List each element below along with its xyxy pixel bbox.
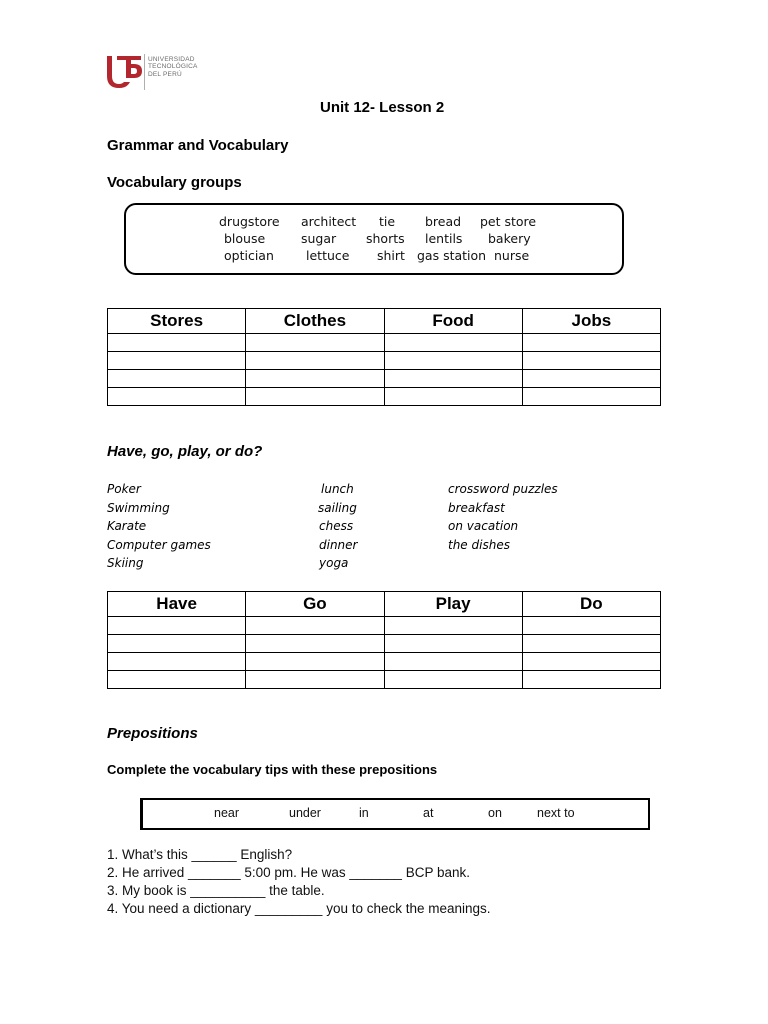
table-cell[interactable]	[384, 370, 522, 388]
preposition-word: under	[289, 806, 321, 820]
vocab-word: bakery	[488, 231, 531, 246]
table-cell[interactable]	[108, 671, 246, 689]
column-header-have: Have	[108, 592, 246, 617]
table-cell[interactable]	[108, 635, 246, 653]
table-cell[interactable]	[246, 635, 384, 653]
vocab-word: tie	[379, 214, 396, 229]
table-header-row	[108, 309, 661, 334]
activity-word: Poker	[107, 482, 141, 496]
column-header-jobs: Jobs	[522, 309, 660, 334]
preposition-word: on	[488, 806, 502, 820]
table-cell[interactable]	[522, 653, 660, 671]
heading-prepositions: Prepositions	[107, 725, 198, 742]
activity-column-2	[318, 480, 357, 573]
utp-logo-mark-icon	[104, 52, 144, 92]
column-header-food: Food	[384, 309, 522, 334]
activity-column-1	[107, 480, 211, 573]
vocab-word: sugar	[301, 231, 337, 246]
table-row	[108, 617, 661, 635]
table-cell[interactable]	[384, 635, 522, 653]
page-title: Unit 12- Lesson 2	[320, 99, 445, 116]
table-cell[interactable]	[108, 388, 246, 406]
table-row	[108, 352, 661, 370]
table-cell[interactable]	[108, 617, 246, 635]
heading-grammar-vocabulary: Grammar and Vocabulary	[107, 137, 289, 154]
table-cell[interactable]	[522, 352, 660, 370]
column-header-do: Do	[522, 592, 660, 617]
table-cell[interactable]	[522, 334, 660, 352]
activity-word: Swimming	[107, 500, 170, 515]
vocab-word: lettuce	[306, 248, 350, 263]
preposition-word: next to	[537, 806, 575, 820]
have-go-play-do-table	[107, 591, 661, 689]
column-header-stores: Stores	[108, 309, 246, 334]
vocab-word: nurse	[494, 248, 530, 263]
table-cell[interactable]	[246, 352, 384, 370]
table-cell[interactable]	[522, 635, 660, 653]
question-item: 2. He arrived _______ 5:00 pm. He was _______ BCP bank.	[107, 865, 470, 880]
table-cell[interactable]	[246, 334, 384, 352]
vocab-word: shirt	[377, 248, 405, 263]
table-cell[interactable]	[384, 388, 522, 406]
table-row	[108, 334, 661, 352]
vocab-word: blouse	[224, 231, 266, 246]
university-name	[148, 56, 198, 78]
table-header-row	[108, 592, 661, 617]
preposition-instruction: Complete the vocabulary tips with these prepositions	[107, 762, 438, 777]
table-row	[108, 370, 661, 388]
column-header-go: Go	[246, 592, 384, 617]
table-cell[interactable]	[522, 671, 660, 689]
vocabulary-groups-table	[107, 308, 661, 406]
table-cell[interactable]	[522, 388, 660, 406]
table-cell[interactable]	[108, 334, 246, 352]
vocab-word: pet store	[480, 214, 537, 229]
table-cell[interactable]	[246, 617, 384, 635]
question-item: 3. My book is __________ the table.	[107, 883, 325, 898]
preposition-word: near	[214, 806, 240, 820]
preposition-word: in	[359, 806, 369, 820]
university-name-line-2: TECNOLÓGICA	[148, 63, 198, 71]
table-cell[interactable]	[384, 617, 522, 635]
table-cell[interactable]	[384, 334, 522, 352]
question-list	[107, 846, 491, 918]
table-row	[108, 653, 661, 671]
table-row	[108, 671, 661, 689]
vocab-word: optician	[224, 248, 274, 263]
activity-word: on vacation	[448, 519, 519, 533]
heading-vocabulary-groups: Vocabulary groups	[107, 174, 242, 191]
vocab-word: bread	[425, 214, 462, 229]
table-cell[interactable]	[522, 617, 660, 635]
activity-word: lunch	[321, 482, 354, 496]
column-header-clothes: Clothes	[246, 309, 384, 334]
column-header-play: Play	[384, 592, 522, 617]
table-cell[interactable]	[246, 671, 384, 689]
table-cell[interactable]	[522, 370, 660, 388]
table-cell[interactable]	[108, 653, 246, 671]
table-row	[108, 635, 661, 653]
activity-word: yoga	[319, 556, 349, 570]
preposition-word: at	[423, 806, 434, 820]
table-row	[108, 388, 661, 406]
table-cell[interactable]	[384, 653, 522, 671]
table-cell[interactable]	[246, 653, 384, 671]
activity-word: breakfast	[448, 500, 505, 515]
table-cell[interactable]	[384, 352, 522, 370]
vocab-word: architect	[301, 214, 357, 229]
table-cell[interactable]	[246, 370, 384, 388]
question-item: 4. You need a dictionary _________ you to check the meanings.	[107, 901, 491, 916]
heading-have-go-play-do: Have, go, play, or do?	[107, 443, 263, 460]
university-name-line-1: UNIVERSIDAD	[148, 56, 195, 63]
activity-word: dinner	[319, 537, 358, 552]
university-name-line-3: DEL PERÚ	[148, 70, 182, 78]
question-item: 1. What’s this ______ English?	[107, 847, 293, 862]
table-cell[interactable]	[384, 671, 522, 689]
vocab-word: shorts	[366, 231, 405, 246]
vocab-word: lentils	[425, 231, 463, 246]
table-cell[interactable]	[108, 370, 246, 388]
university-logo	[104, 52, 204, 94]
vocab-word: gas station	[417, 248, 487, 263]
table-cell[interactable]	[246, 388, 384, 406]
logo-divider	[144, 54, 145, 90]
activity-word: Computer games	[107, 537, 211, 552]
activity-word: the dishes	[448, 537, 510, 552]
activity-word: crossword puzzles	[448, 482, 558, 496]
activity-word: sailing	[318, 500, 357, 515]
activity-column-3	[448, 480, 558, 554]
activity-word: chess	[319, 519, 354, 533]
activity-word: Karate	[107, 519, 147, 533]
vocab-word: drugstore	[219, 214, 280, 229]
activity-word: Skiing	[107, 556, 144, 570]
table-cell[interactable]	[108, 352, 246, 370]
